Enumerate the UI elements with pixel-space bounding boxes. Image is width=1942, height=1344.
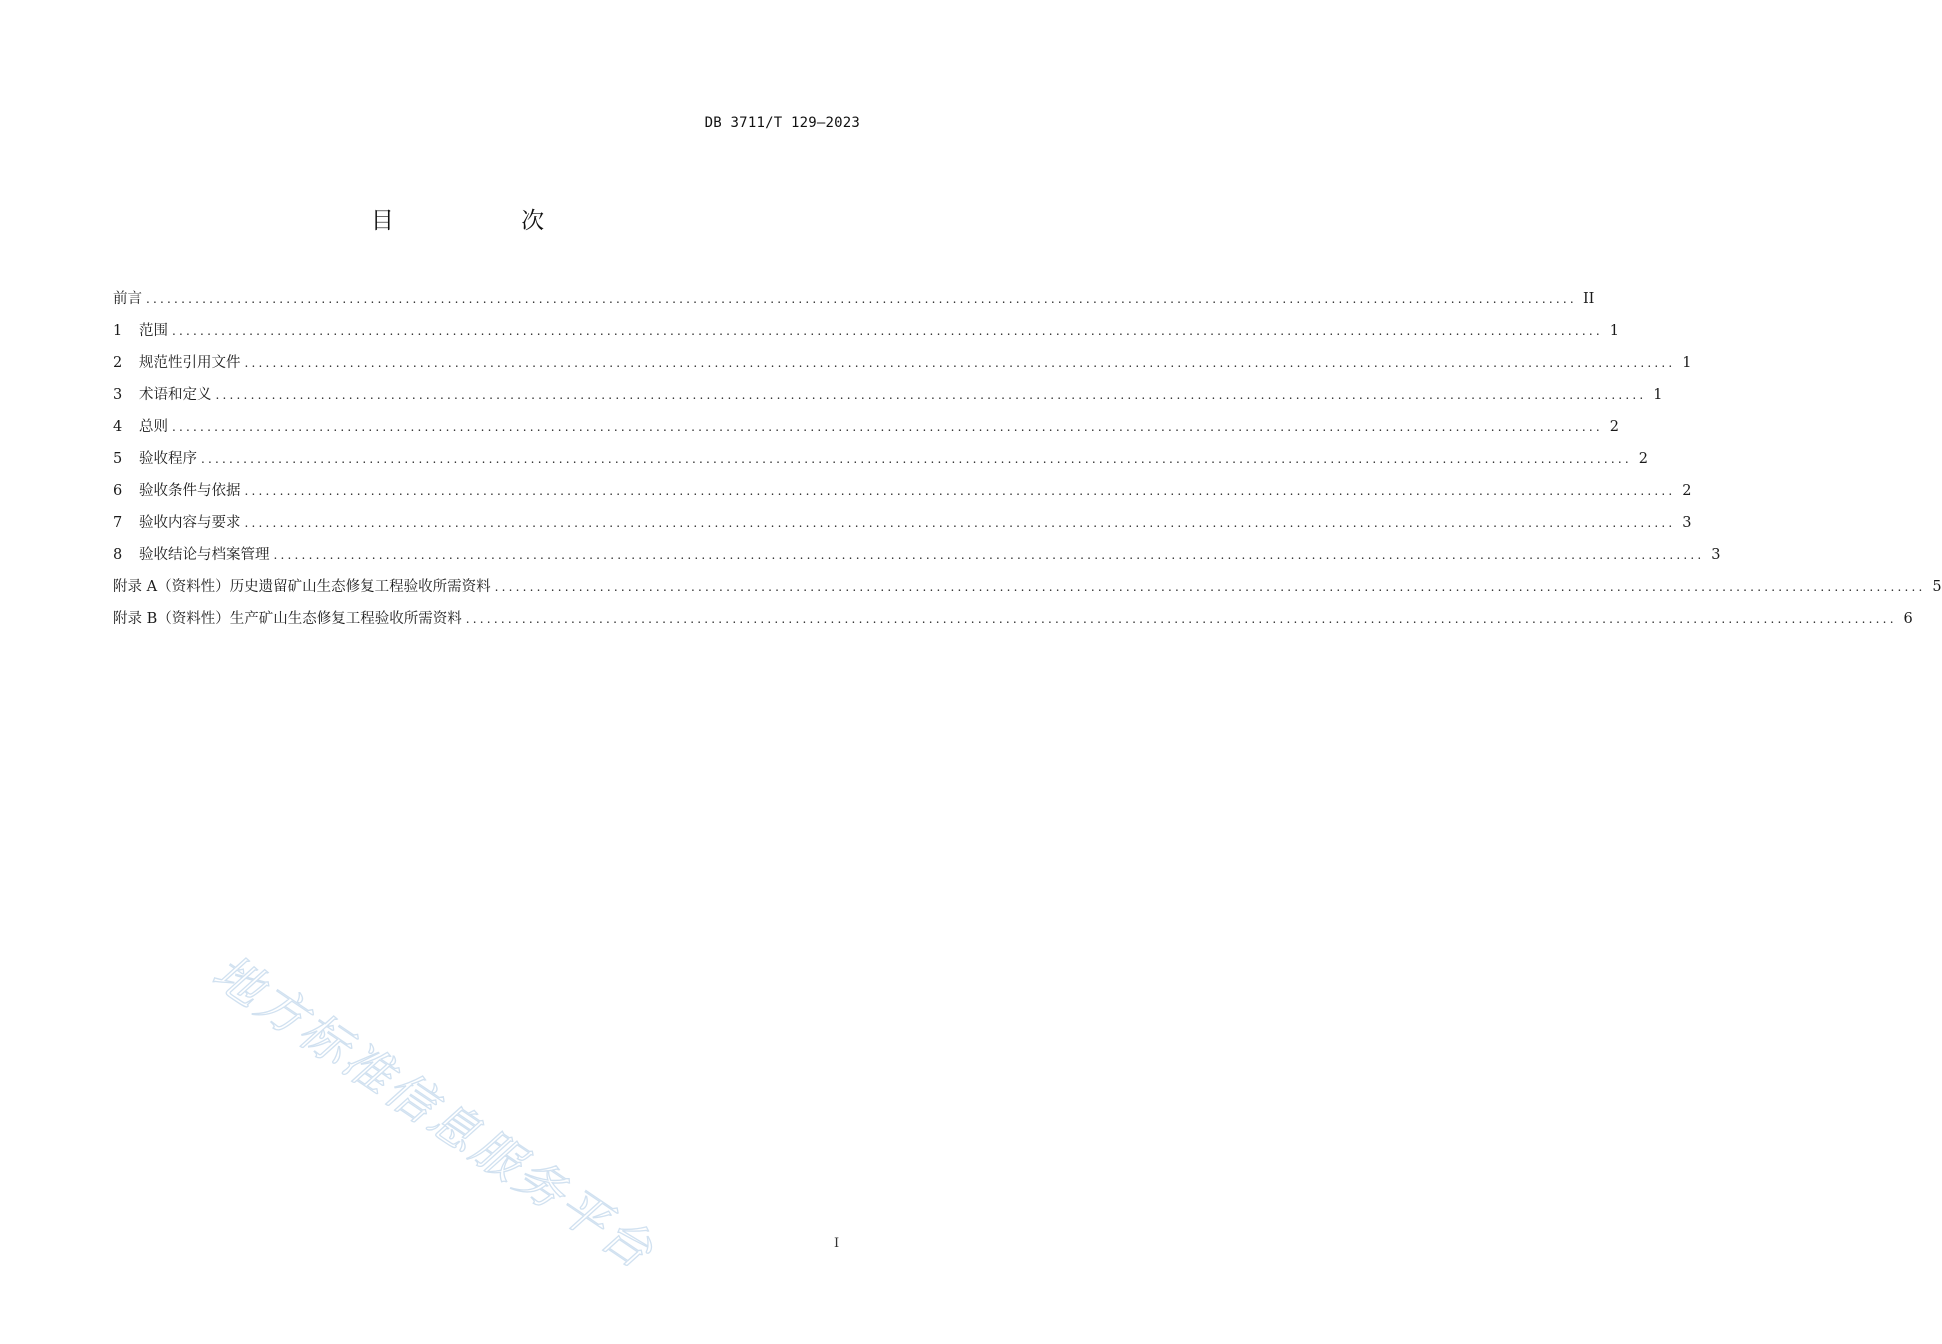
toc-entry-page: 1 xyxy=(1682,355,1692,371)
toc-entry-label: 验收内容与要求 xyxy=(139,515,241,531)
toc-leader-dots: ............................................................................................................................................................................................................ xyxy=(172,420,1603,434)
toc-entry-foreword[interactable] xyxy=(113,286,1595,318)
toc-entry-page: 3 xyxy=(1682,515,1692,531)
toc-leader-dots: ............................................................................................................................................................................................................ xyxy=(244,484,1676,498)
toc-leader-dots: ............................................................................................................................................................................................................ xyxy=(215,388,1647,402)
toc-entry-number: 4 xyxy=(113,419,123,435)
toc-entry-label: 验收程序 xyxy=(139,451,197,467)
toc-leader-dots: ............................................................................................................................................................................................................ xyxy=(273,548,1705,562)
page-number: I xyxy=(834,1236,840,1251)
toc-entry-page: II xyxy=(1582,291,1595,307)
toc-entry-acceptance-content[interactable] xyxy=(113,510,1692,542)
toc-entry-page: 5 xyxy=(1932,579,1942,595)
toc-leader-dots: ............................................................................................................................................................................................................ xyxy=(201,452,1632,466)
document-code: DB 3711/T 129—2023 xyxy=(704,115,860,131)
toc-entry-appendix-a[interactable] xyxy=(113,574,1942,606)
toc-entry-page: 6 xyxy=(1903,611,1913,627)
toc-entry-acceptance-procedure[interactable] xyxy=(113,446,1648,478)
toc-leader-dots: ............................................................................................................................................................................................................ xyxy=(494,580,1926,594)
toc-entry-label: 验收条件与依据 xyxy=(139,483,241,499)
toc-entry-page: 1 xyxy=(1609,323,1619,339)
toc-entry-label: 前言 xyxy=(113,291,142,307)
toc-entry-number: 7 xyxy=(113,515,123,531)
toc-entry-normative-references[interactable] xyxy=(113,350,1692,382)
toc-appendix-prefix: 附录 B（资料性） xyxy=(113,611,230,627)
toc-entry-number: 3 xyxy=(113,387,123,403)
toc-leader-dots: ............................................................................................................................................................................................................ xyxy=(244,356,1676,370)
toc-entry-number: 8 xyxy=(113,547,123,563)
toc-entry-page: 3 xyxy=(1711,547,1721,563)
toc-entry-acceptance-conclusion[interactable] xyxy=(113,542,1721,574)
toc-leader-dots: ............................................................................................................................................................................................................ xyxy=(465,612,1897,626)
toc-title: 目 次 xyxy=(370,208,605,234)
toc-entry-general[interactable] xyxy=(113,414,1619,446)
toc-entry-label: 术语和定义 xyxy=(139,387,212,403)
toc-entry-label: 总则 xyxy=(139,419,168,435)
toc-entry-page: 1 xyxy=(1653,387,1663,403)
toc-entry-label: 生产矿山生态修复工程验收所需资料 xyxy=(229,611,462,627)
toc-leader-dots: ............................................................................................................................................................................................................ xyxy=(146,292,1577,306)
toc-entry-number: 2 xyxy=(113,355,123,371)
toc-appendix-prefix: 附录 A（资料性） xyxy=(113,579,230,595)
toc-entry-page: 2 xyxy=(1638,451,1648,467)
toc-entry-page: 2 xyxy=(1682,483,1692,499)
toc-entry-page: 2 xyxy=(1609,419,1619,435)
toc-entry-number: 5 xyxy=(113,451,123,467)
toc-entry-label: 验收结论与档案管理 xyxy=(139,547,270,563)
watermark: 地方标准信息服务平台 xyxy=(202,944,665,1282)
toc-entry-acceptance-conditions[interactable] xyxy=(113,478,1692,510)
toc-leader-dots: ............................................................................................................................................................................................................ xyxy=(172,324,1603,338)
table-of-contents xyxy=(113,286,1942,638)
toc-entry-label: 规范性引用文件 xyxy=(139,355,241,371)
toc-entry-number: 1 xyxy=(113,323,123,339)
toc-entry-label: 范围 xyxy=(139,323,168,339)
toc-entry-scope[interactable] xyxy=(113,318,1619,350)
toc-leader-dots: ............................................................................................................................................................................................................ xyxy=(244,516,1676,530)
toc-entry-terms-definitions[interactable] xyxy=(113,382,1663,414)
toc-entry-number: 6 xyxy=(113,483,123,499)
toc-entry-appendix-b[interactable] xyxy=(113,606,1913,638)
toc-entry-label: 历史遗留矿山生态修复工程验收所需资料 xyxy=(229,579,491,595)
